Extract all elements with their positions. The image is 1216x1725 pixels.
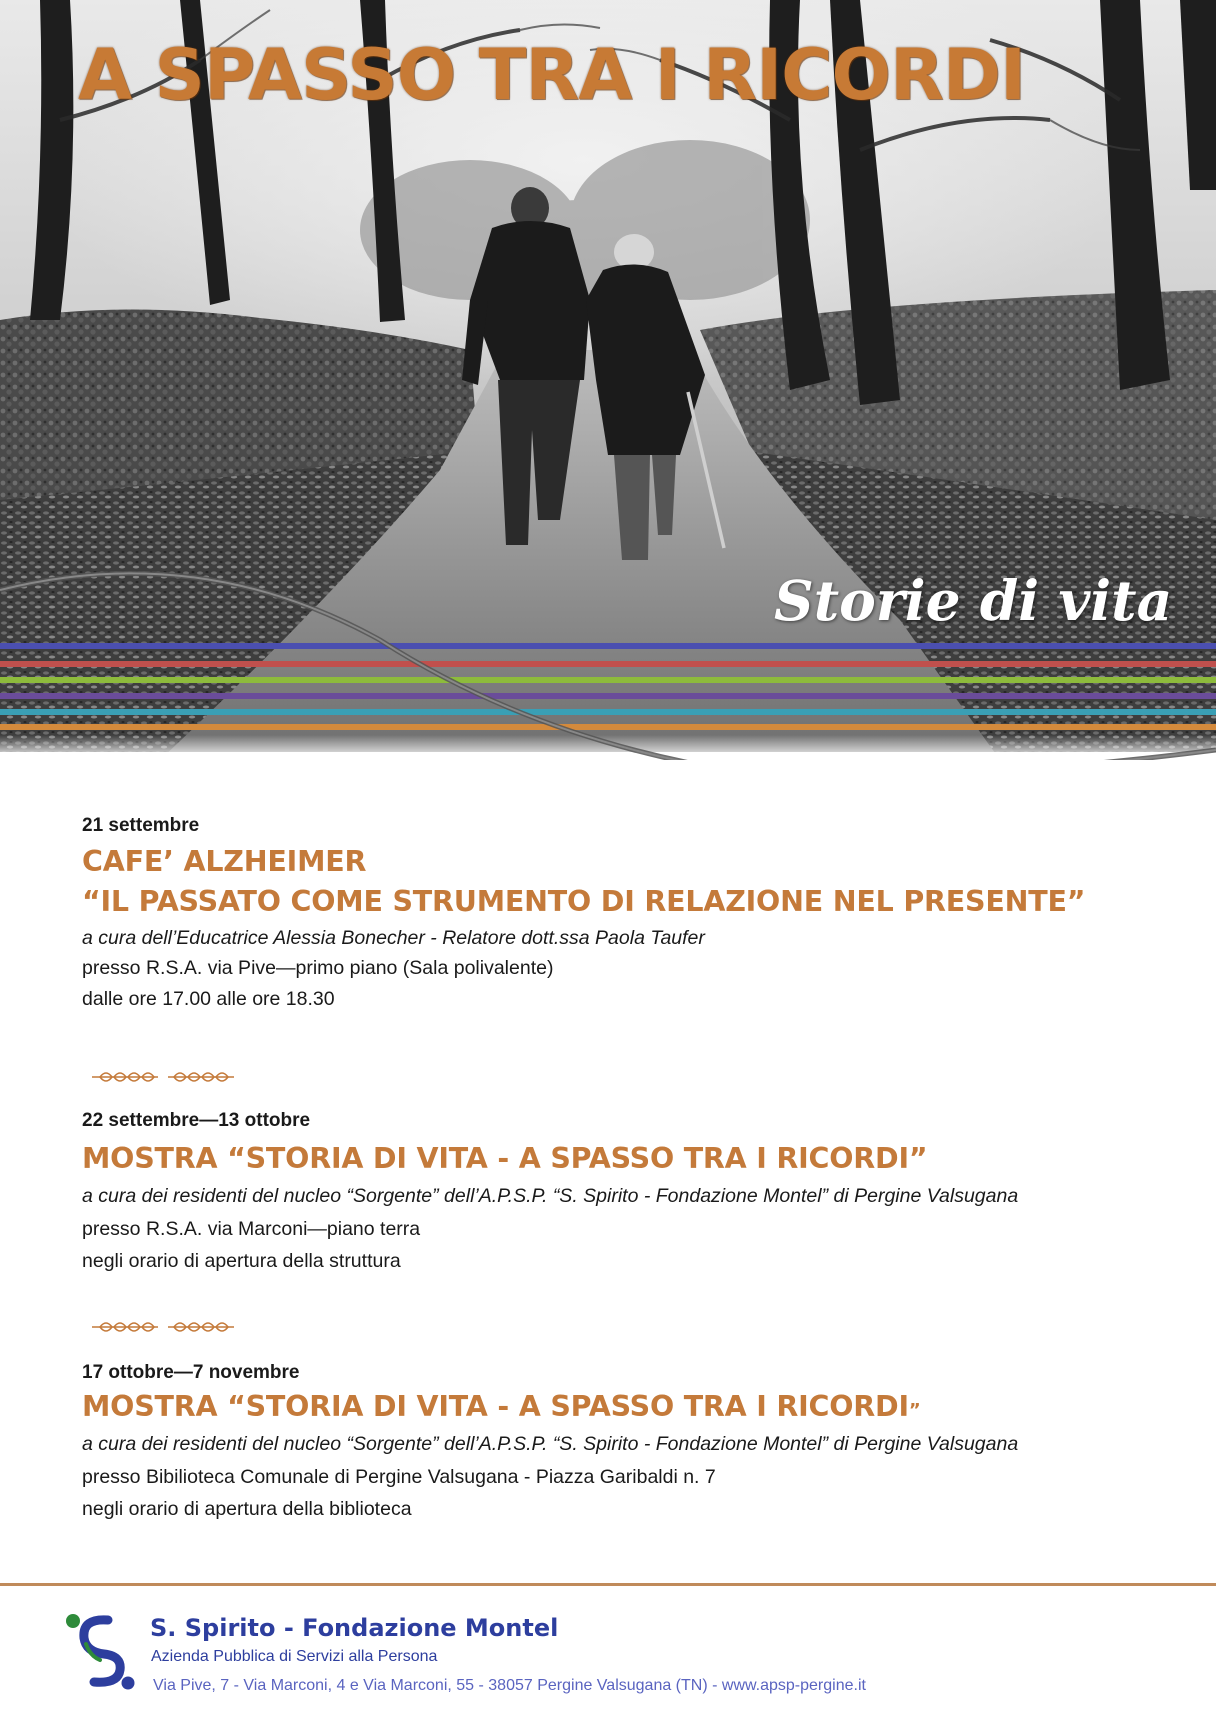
event-location: presso Bibilioteca Comunale di Pergine Valsugana - Piazza Garibaldi n. 7 [82, 1465, 716, 1488]
event-2 [82, 1110, 1162, 1273]
event-3 [82, 1362, 1162, 1521]
event-1 [82, 815, 1162, 1011]
footer-divider [0, 1583, 1216, 1586]
event-hours: negli orario di apertura della biblioteca [82, 1498, 412, 1521]
organization-address: Via Pive, 7 - Via Marconi, 4 e Via Marconi, 55 - 38057 Pergine Valsugana (TN) - www.apsp-pergine.it [153, 1677, 866, 1694]
event-date: 17 ottobre—7 novembre [82, 1362, 300, 1383]
event-date: 21 settembre [82, 815, 200, 836]
event-credit: a cura dei residenti del nucleo “Sorgente” dell’A.P.S.P. “S. Spirito - Fondazione Montel” di Pergine Valsugana [82, 1185, 1019, 1208]
hero-section [0, 0, 1216, 760]
event-subtitle: “IL PASSATO COME STRUMENTO DI RELAZIONE NEL PRESENTE” [82, 885, 1086, 919]
poster-title: A SPASSO TRA I RICORDI [78, 34, 1026, 116]
event-date: 22 settembre—13 ottobre [82, 1110, 311, 1131]
event-hours: dalle ore 17.00 alle ore 18.30 [82, 987, 335, 1010]
event-title: MOSTRA “STORIA DI VITA - A SPASSO TRA I RICORDI” [82, 1141, 928, 1175]
laurel-branch-ornament-icon [88, 1066, 238, 1088]
organization-name: S. Spirito - Fondazione Montel [150, 1614, 559, 1642]
event-credit: a cura dei residenti del nucleo “Sorgente” dell’A.P.S.P. “S. Spirito - Fondazione Montel” di Pergine Valsugana [82, 1433, 1019, 1456]
event-location: presso R.S.A. via Pive—primo piano (Sala polivalente) [82, 957, 554, 980]
event-location: presso R.S.A. via Marconi—piano terra [82, 1217, 421, 1240]
event-credit: a cura dell’Educatrice Alessia Bonecher - Relatore dott.ssa Paola Taufer [82, 926, 705, 949]
poster-subtitle: Storie di vita [774, 568, 1173, 633]
event-hours: negli orario di apertura della struttura [82, 1250, 401, 1273]
laurel-branch-ornament-icon [88, 1316, 238, 1338]
event-title: MOSTRA “STORIA DI VITA - A SPASSO TRA I RICORDI” [82, 1389, 921, 1423]
event-title: CAFE’ ALZHEIMER [82, 844, 367, 878]
s-spirito-logo-icon [64, 1610, 144, 1690]
organization-type: Azienda Pubblica di Servizi alla Persona [151, 1648, 438, 1665]
